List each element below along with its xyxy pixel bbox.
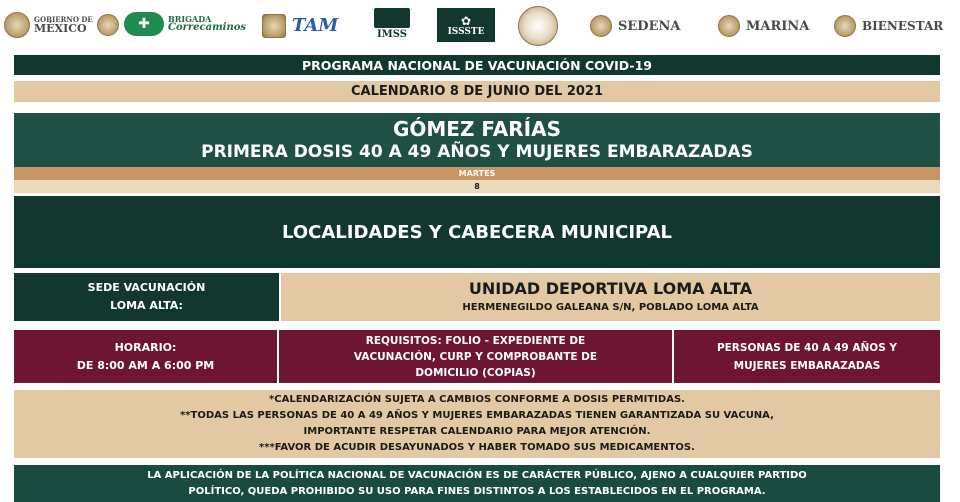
day-name: MARTES [14, 167, 940, 180]
eagle-seal-icon [4, 12, 30, 38]
sedena-eagle-icon [590, 15, 612, 37]
sede-venue [281, 273, 940, 321]
schedule-label: HORARIO: [114, 340, 177, 354]
sede-label [14, 273, 279, 321]
requirements-cell [279, 330, 672, 383]
audience-line1: PERSONAS DE 40 A 49 AÑOS Y [716, 341, 898, 354]
bienestar-eagle-icon [834, 15, 856, 37]
marina-logo [718, 15, 809, 37]
program-title: PROGRAMA NACIONAL DE VACUNACIÓN COVID-19 [14, 55, 940, 75]
mexico-label: MÉXICO [34, 22, 87, 35]
sedena-seal-logo [518, 6, 558, 46]
tamaulipas-logo [262, 14, 338, 38]
marina-eagle-icon [718, 15, 740, 37]
imss-logo [374, 8, 410, 40]
requirements-line3: DOMICILIO (COPIAS) [415, 366, 536, 379]
marina-label: MARINA [746, 18, 810, 34]
brigada-label: BRIGADA [168, 14, 212, 24]
schedule-hours: DE 8:00 AM A 6:00 PM [76, 358, 215, 372]
localities-banner: LOCALIDADES Y CABECERA MUNICIPAL [14, 196, 940, 268]
note-line4: ***FAVOR DE ACUDIR DESAYUNADOS Y HABER TOMADO SUS MEDICAMENTOS. [259, 442, 695, 453]
imss-label: IMSS [377, 29, 407, 40]
tam-label: TAM [292, 15, 339, 36]
military-seal-icon [518, 6, 558, 46]
coat-of-arms-icon [97, 14, 119, 36]
issste-emblem-icon: ✿ [460, 13, 472, 28]
correcaminos-label: Correcaminos [168, 22, 247, 33]
gobierno-label: GOBIERNO DE [34, 15, 93, 24]
requirements-line2: VACUNACIÓN, CURP Y COMPROBANTE DE [353, 350, 598, 363]
brigada-logo [124, 12, 246, 36]
note-line3: IMPORTANTE RESPETAR CALENDARIO PARA MEJOR ATENCIÓN. [303, 426, 651, 437]
imss-eagle-icon [374, 8, 410, 28]
municipality-name: GÓMEZ FARÍAS [392, 117, 562, 141]
sede-label-line2: LOMA ALTA: [110, 299, 183, 312]
audience-cell [674, 330, 940, 383]
state-shield-icon [262, 14, 286, 38]
notes-panel [14, 390, 940, 458]
venue-address: HERMENEGILDO GALEANA S/N, POBLADO LOMA ALTA [462, 302, 759, 313]
sedena-logo [590, 15, 680, 37]
dose-group: PRIMERA DOSIS 40 A 49 AÑOS Y MUJERES EMBARAZADAS [201, 142, 753, 162]
issste-label: ISSSTE [447, 26, 485, 37]
sede-label-line1: SEDE VACUNACIÓN [87, 281, 206, 294]
bienestar-label: BIENESTAR [862, 19, 944, 33]
sedena-label: SEDENA [618, 18, 681, 34]
municipality-header [14, 113, 940, 167]
note-line2: **TODAS LAS PERSONAS DE 40 A 49 AÑOS Y MUJERES EMBARAZADAS TIENEN GARANTIZADA SU VACUNA, [180, 410, 774, 421]
gobierno-mexico-logo [4, 12, 119, 38]
disclaimer-line1: LA APLICACIÓN DE LA POLÍTICA NACIONAL DE VACUNACIÓN ES DE CARÁCTER PÚBLICO, AJENO A CUALQUIER PARTIDO [147, 469, 807, 481]
requirements-line1: REQUISITOS: FOLIO - EXPEDIENTE DE [365, 334, 586, 347]
syringe-icon: ✚ [124, 12, 164, 36]
disclaimer-banner [14, 465, 940, 502]
venue-name: UNIDAD DEPORTIVA LOMA ALTA [468, 279, 753, 298]
disclaimer-line2: POLÍTICO, QUEDA PROHIBIDO SU USO PARA FINES DISTINTOS A LOS ESTABLECIDOS EN EL PROGRAMA. [188, 485, 766, 497]
calendar-date: CALENDARIO 8 DE JUNIO DEL 2021 [14, 81, 940, 102]
logo-strip [0, 0, 960, 50]
issste-logo [437, 8, 495, 42]
note-line1: *CALENDARIZACIÓN SUJETA A CAMBIOS CONFORME A DOSIS PERMITIDAS. [269, 394, 685, 405]
schedule-cell [14, 330, 277, 383]
audience-line2: MUJERES EMBARAZADAS [733, 359, 881, 372]
bienestar-logo [834, 15, 943, 37]
day-number: 8 [14, 180, 940, 193]
